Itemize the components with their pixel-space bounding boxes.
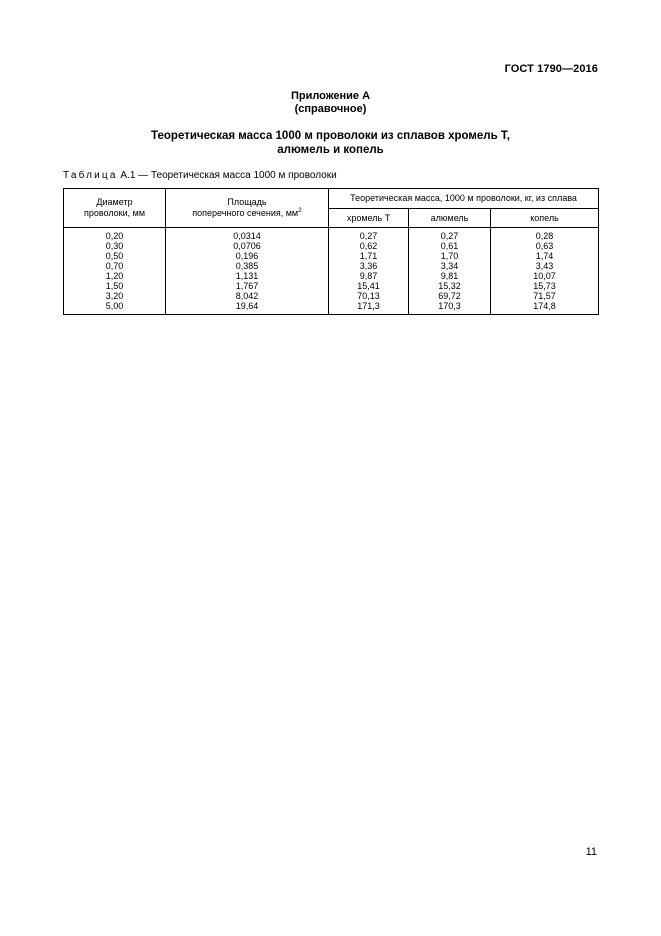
cell-mass-alumel: 0,61 (409, 241, 491, 251)
table-row (64, 271, 599, 281)
cell-area: 19,64 (166, 301, 329, 315)
table-caption-text: А.1 — Теоретическая масса 1000 м проволоки (117, 170, 337, 181)
cell-mass-copel: 3,43 (491, 261, 599, 271)
wire-mass-table (63, 188, 599, 315)
cell-mass-chromel: 0,62 (329, 241, 409, 251)
table-row (64, 291, 599, 301)
cell-mass-copel: 174,8 (491, 301, 599, 315)
main-title-line-1: Теоретическая масса 1000 м проволоки из сплавов хромель Т, (151, 130, 510, 142)
cell-mass-alumel: 69,72 (409, 291, 491, 301)
cell-mass-copel: 15,73 (491, 281, 599, 291)
header-alloy-alumel: алюмель (409, 209, 491, 228)
cell-diameter: 0,20 (64, 228, 166, 242)
main-title-line-2: алюмель и копель (277, 144, 384, 156)
table-row (64, 241, 599, 251)
cell-mass-chromel: 3,36 (329, 261, 409, 271)
cell-mass-chromel: 9,87 (329, 271, 409, 281)
cell-diameter: 3,20 (64, 291, 166, 301)
appendix-kind: (справочное) (294, 103, 367, 115)
appendix-heading (0, 90, 661, 116)
cell-mass-alumel: 1,70 (409, 251, 491, 261)
cell-diameter: 1,20 (64, 271, 166, 281)
cell-mass-copel: 0,63 (491, 241, 599, 251)
cell-mass-copel: 0,28 (491, 228, 599, 242)
header-area (166, 189, 329, 228)
cell-mass-chromel: 171,3 (329, 301, 409, 315)
cell-area: 1,767 (166, 281, 329, 291)
cell-mass-chromel: 1,71 (329, 251, 409, 261)
header-diameter-line-1: Диаметр (96, 197, 133, 207)
table-row (64, 228, 599, 242)
cell-area: 8,042 (166, 291, 329, 301)
cell-mass-copel: 10,07 (491, 271, 599, 281)
cell-mass-chromel: 0,27 (329, 228, 409, 242)
cell-area: 0,0314 (166, 228, 329, 242)
cell-area: 0,196 (166, 251, 329, 261)
table-row (64, 251, 599, 261)
cell-area: 1,131 (166, 271, 329, 281)
header-diameter-line-2: проволоки, мм (83, 208, 146, 218)
header-area-line-1: Площадь (227, 197, 267, 207)
header-alloy-chromel: хромель Т (329, 209, 409, 228)
page-number: 11 (585, 846, 597, 858)
cell-mass-alumel: 3,34 (409, 261, 491, 271)
document-code: ГОСТ 1790—2016 (504, 63, 598, 75)
cell-mass-alumel: 0,27 (409, 228, 491, 242)
cell-diameter: 0,30 (64, 241, 166, 251)
table-caption (63, 170, 337, 181)
table-row (64, 281, 599, 291)
header-alloy-copel: копель (491, 209, 599, 228)
table-row (64, 261, 599, 271)
cell-mass-copel: 71,57 (491, 291, 599, 301)
table-caption-word: Таблица (63, 170, 118, 181)
cell-mass-chromel: 70,13 (329, 291, 409, 301)
cell-diameter: 0,70 (64, 261, 166, 271)
cell-area: 0,385 (166, 261, 329, 271)
cell-area: 0,0706 (166, 241, 329, 251)
cell-mass-alumel: 170,3 (409, 301, 491, 315)
cell-mass-copel: 1,74 (491, 251, 599, 261)
cell-mass-chromel: 15,41 (329, 281, 409, 291)
header-area-line-2: поперечного сечения, мм (192, 208, 299, 218)
header-area-superscript: 2 (298, 207, 302, 214)
cell-diameter: 5,00 (64, 301, 166, 315)
header-mass-group: Теоретическая масса, 1000 м проволоки, кг, из сплава (329, 189, 599, 209)
header-diameter (64, 189, 166, 228)
appendix-title: Приложение А (290, 90, 371, 102)
main-title (0, 129, 661, 157)
table-row (64, 301, 599, 315)
cell-diameter: 1,50 (64, 281, 166, 291)
cell-mass-alumel: 9,81 (409, 271, 491, 281)
cell-mass-alumel: 15,32 (409, 281, 491, 291)
cell-diameter: 0,50 (64, 251, 166, 261)
